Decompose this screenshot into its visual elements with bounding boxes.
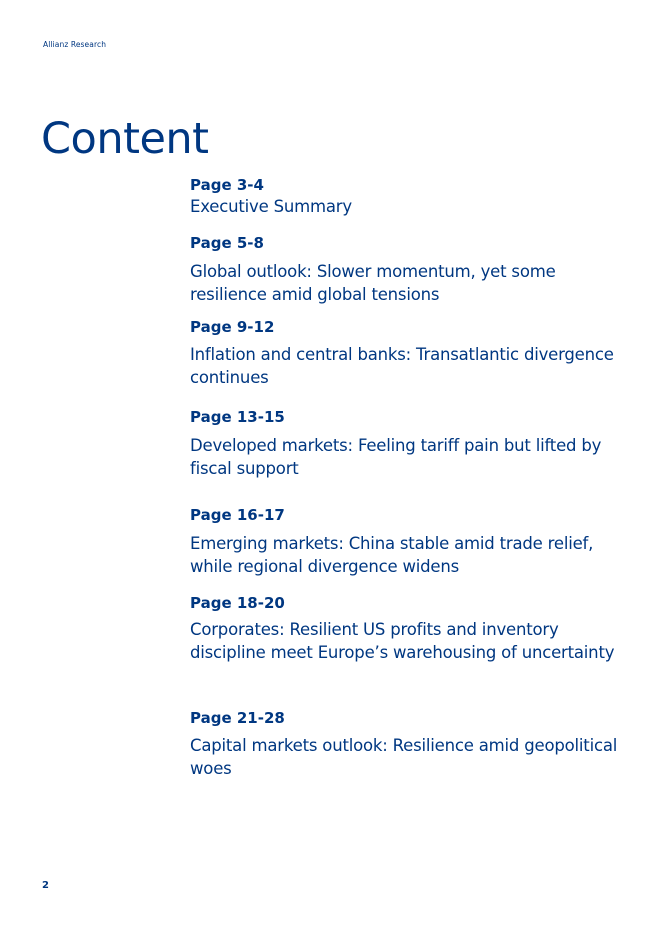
page-title: Content xyxy=(41,114,209,164)
toc-page-range: Page 16-17 xyxy=(190,506,285,524)
toc-entry-4 xyxy=(190,407,630,480)
toc-page-range: Page 21-28 xyxy=(190,709,285,727)
toc-page-range: Page 5-8 xyxy=(190,234,264,252)
toc-page-range: Page 13-15 xyxy=(190,408,285,426)
toc-section-title: Corporates: Resilient US profits and inventory discipline meet Europe’s warehousing of uncertainty xyxy=(190,620,615,662)
toc-page-range: Page 3-4 xyxy=(190,176,264,194)
toc-entry-1 xyxy=(190,175,630,218)
toc-entry-7 xyxy=(190,708,630,780)
page-number: 2 xyxy=(42,880,49,891)
toc-section-title: Capital markets outlook: Resilience amid geopolitical woes xyxy=(190,736,618,778)
toc-section-title: Developed markets: Feeling tariff pain but lifted by fiscal support xyxy=(190,436,602,478)
toc-entry-6 xyxy=(190,593,630,664)
toc-entry-2 xyxy=(190,233,630,306)
toc-page-range: Page 18-20 xyxy=(190,594,285,612)
toc-section-title: Global outlook: Slower momentum, yet some resilience amid global tensions xyxy=(190,262,556,304)
toc-section-title: Executive Summary xyxy=(190,197,352,216)
toc-entry-3 xyxy=(190,317,630,389)
toc-page-range: Page 9-12 xyxy=(190,318,275,336)
toc-section-title: Inflation and central banks: Transatlantic divergence continues xyxy=(190,345,614,387)
running-header: Allianz Research xyxy=(43,40,107,49)
toc-section-title: Emerging markets: China stable amid trade relief, while regional divergence widens xyxy=(190,534,594,576)
toc-entry-5 xyxy=(190,505,630,578)
